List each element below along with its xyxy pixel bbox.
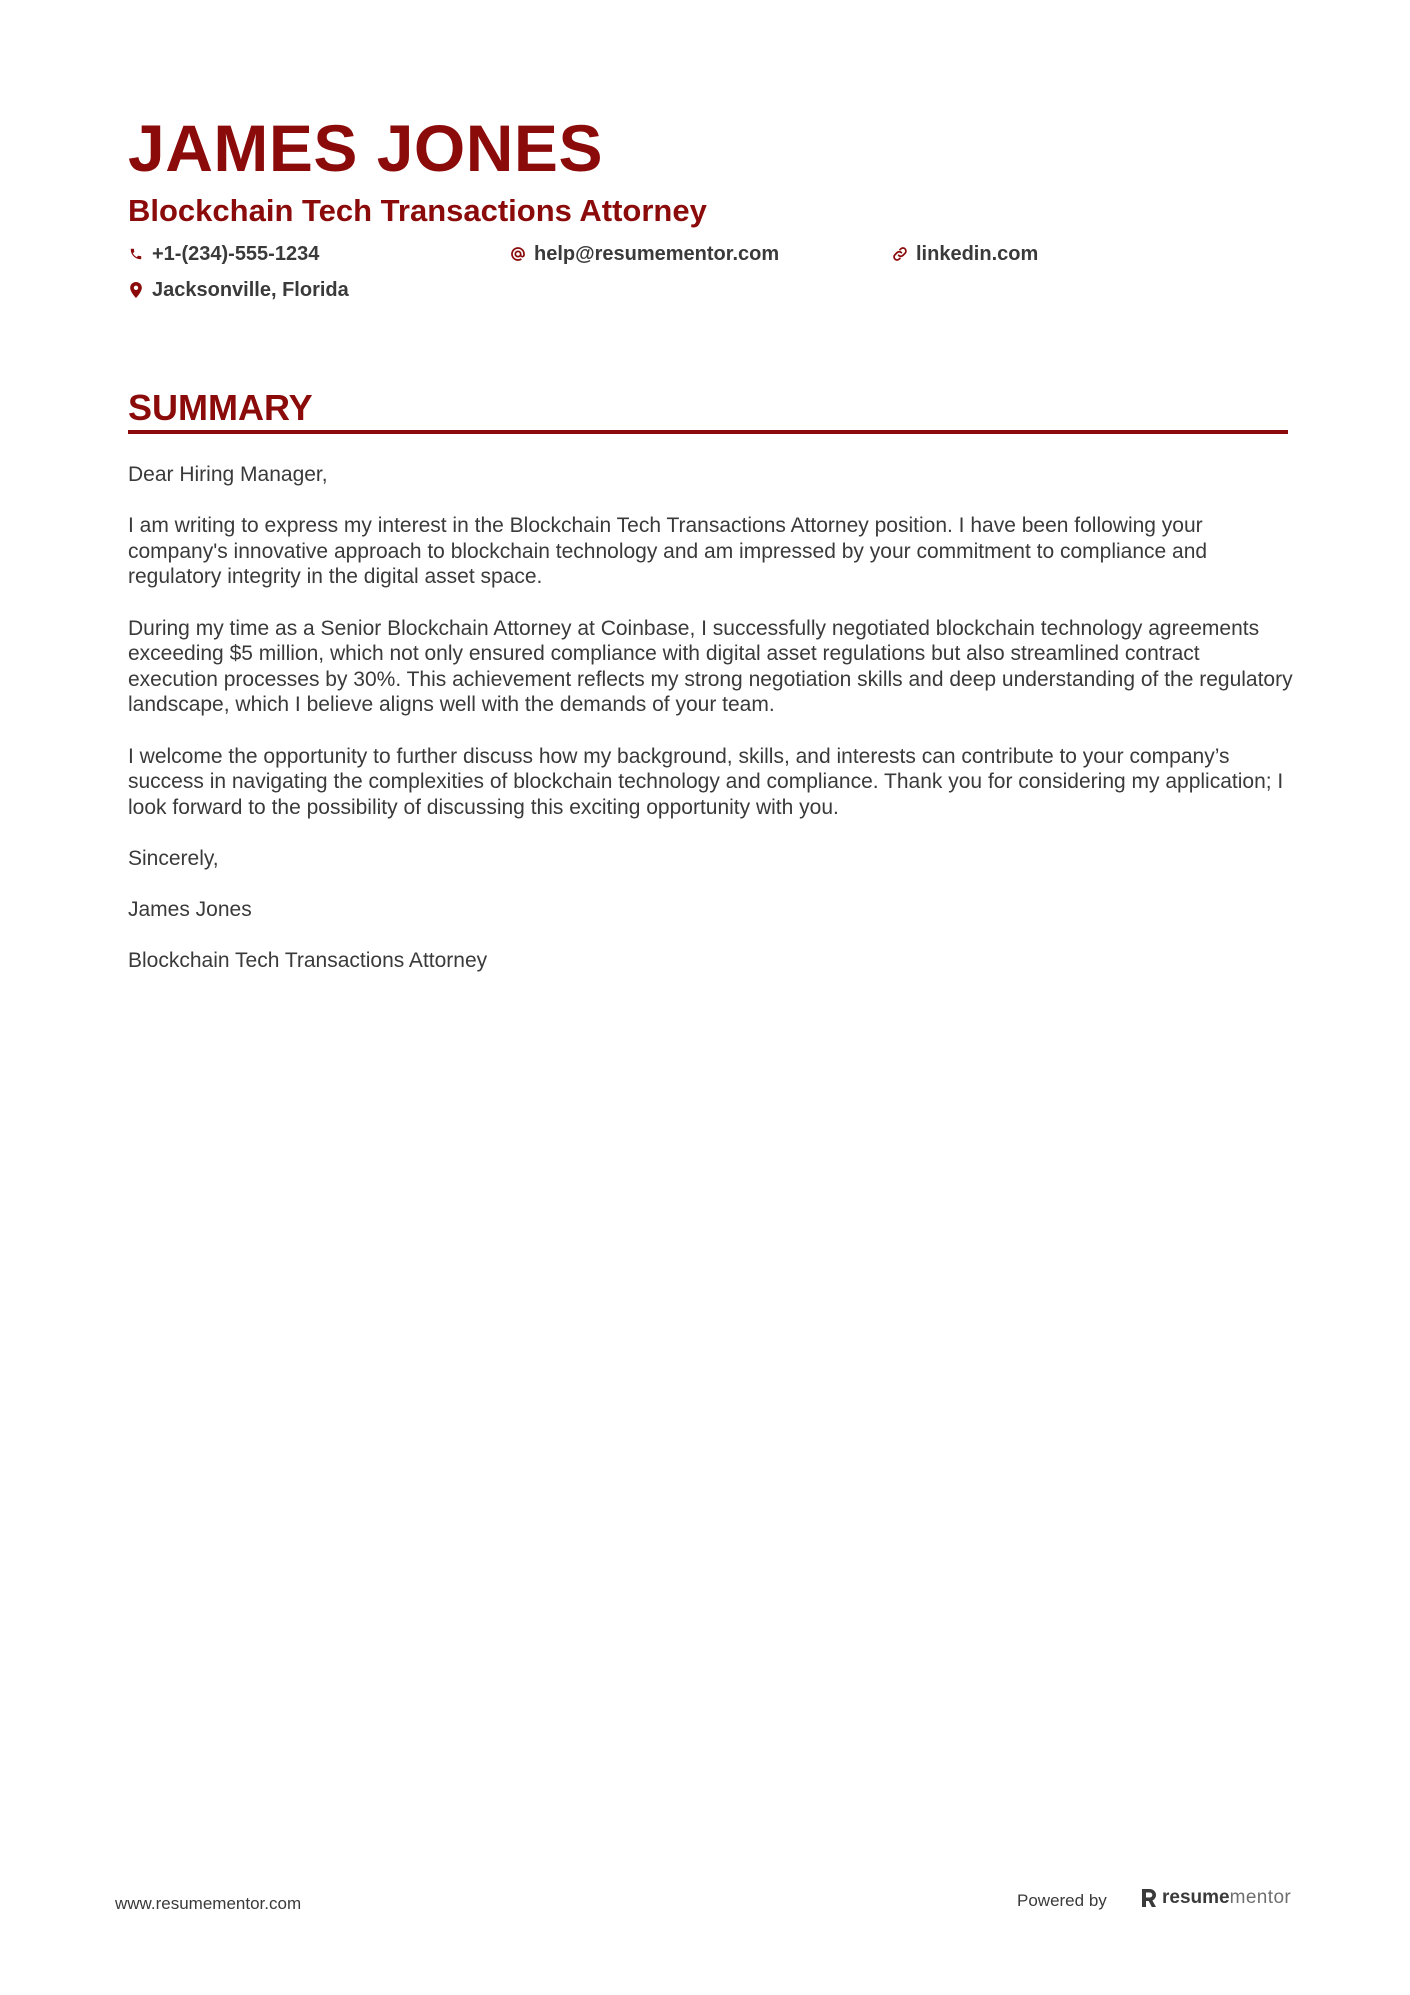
footer-url[interactable]: www.resumementor.com — [115, 1894, 302, 1913]
candidate-title: Blockchain Tech Transactions Attorney — [128, 193, 707, 228]
powered-by-label: Powered by — [1017, 1891, 1107, 1910]
contact-email[interactable] — [510, 242, 779, 266]
paragraph: I welcome the opportunity to further discuss how my background, skills, and interests can contribute to your company’s success in navigating the complexities of blockchain technology and compliance. Thank you for considering my application; I look forward to the possibility of discussing this exciting opportunity with you. — [128, 744, 1284, 819]
link-icon — [892, 245, 908, 263]
contact-phone — [128, 242, 319, 266]
resumementor-logo-icon — [1140, 1888, 1158, 1908]
letter-body — [128, 462, 1293, 999]
section-title-summary: SUMMARY — [128, 387, 313, 428]
closing: Sincerely, — [128, 846, 219, 870]
contact-linkedin[interactable] — [892, 242, 1038, 266]
signature-title: Blockchain Tech Transactions Attorney — [128, 949, 488, 973]
paragraph: During my time as a Senior Blockchain Attorney at Coinbase, I successfully negotiated blockchain technology agreements exceeding $5 million, which not only ensured compliance with digital asset regulations but also streamlined contract execution processes by 30%. This achievement reflects my strong negotiation skills and deep understanding of the regulatory landscape, which I believe aligns well with the demands of your team. — [128, 616, 1293, 717]
linkedin-text[interactable]: linkedin.com — [916, 243, 1039, 265]
signature-name: James Jones — [128, 898, 252, 922]
at-icon — [510, 245, 526, 263]
brand-text-bold: resume — [1162, 1887, 1230, 1908]
map-pin-icon — [128, 281, 144, 299]
brand-text-light: mentor — [1229, 1887, 1292, 1908]
phone-icon — [128, 245, 144, 263]
email-text[interactable]: help@resumementor.com — [534, 243, 780, 265]
section-divider — [128, 430, 1288, 434]
paragraph: I am writing to express my interest in the Blockchain Tech Transactions Attorney position. I have been following your company's innovative approach to blockchain technology and am impressed by your commitment to compliance and regulatory integrity in the digital asset space. — [128, 514, 1208, 589]
candidate-name: JAMES JONES — [128, 111, 603, 185]
brand-logo[interactable] — [1140, 1886, 1291, 1910]
contact-location — [128, 278, 349, 302]
location-text: Jacksonville, Florida — [152, 279, 349, 301]
salutation: Dear Hiring Manager, — [128, 463, 328, 486]
phone-text: +1-(234)-555-1234 — [152, 243, 320, 265]
